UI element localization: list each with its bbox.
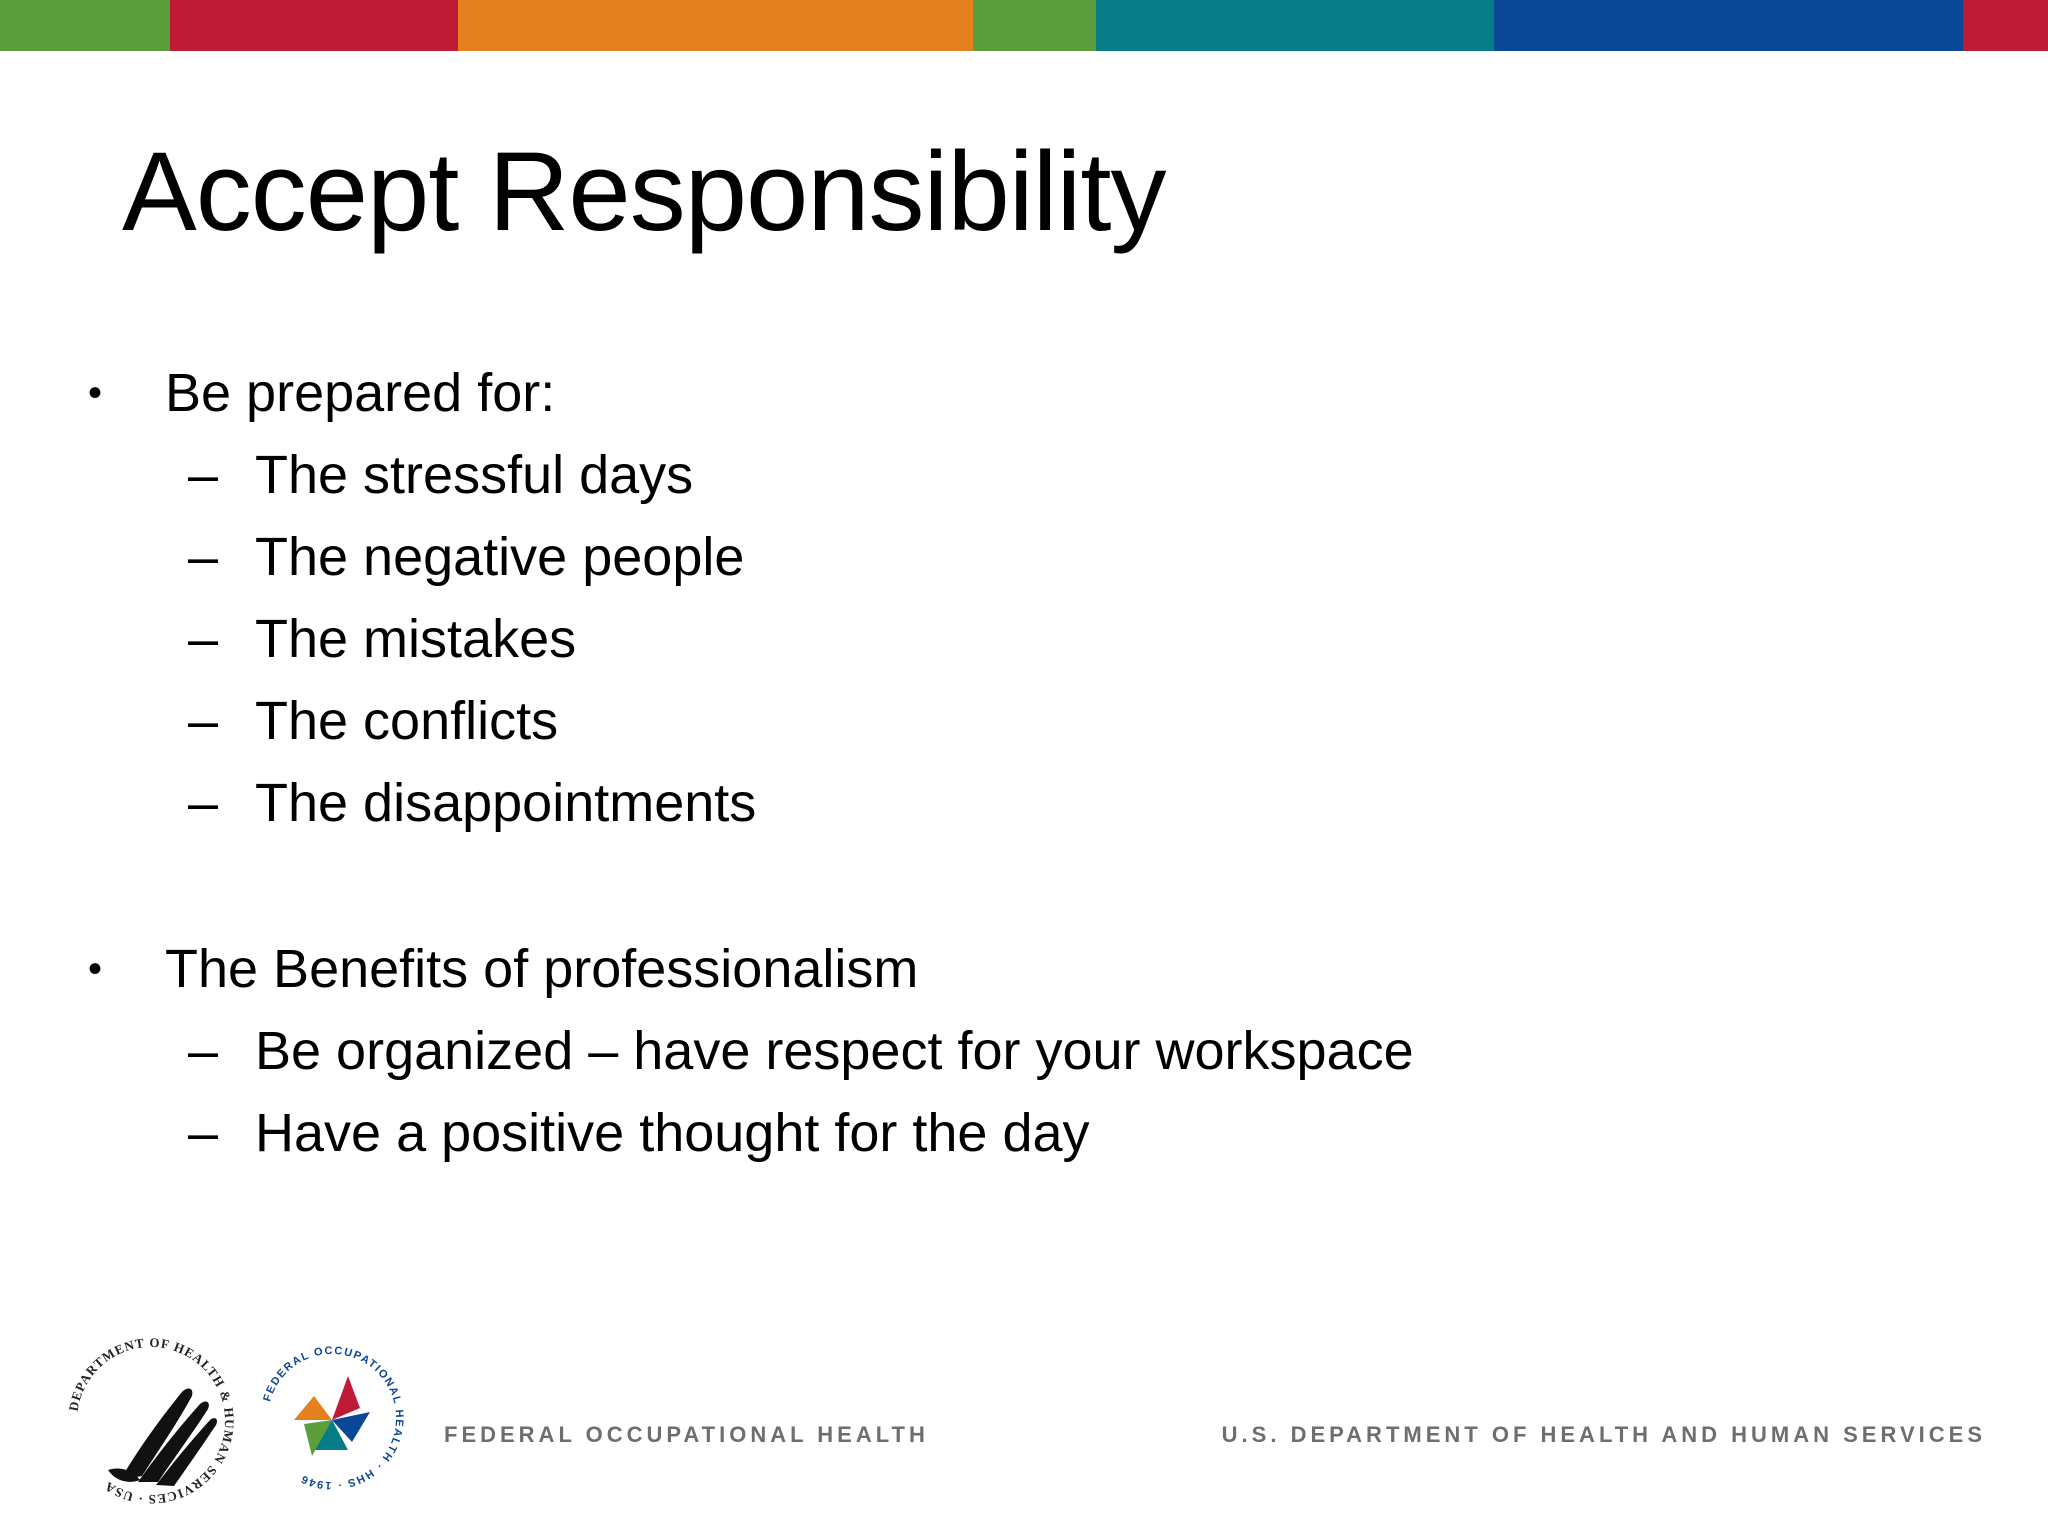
sub-bullet-dash: – — [188, 773, 219, 833]
bullet-item — [88, 928, 918, 1010]
sub-bullet-text: The mistakes — [255, 609, 577, 669]
sub-bullet-dash: – — [188, 527, 219, 587]
bullet-text: Be prepared for: — [165, 363, 556, 423]
sub-bullet-item — [188, 516, 744, 598]
sub-bullet-dash: – — [188, 1021, 219, 1081]
band-segment-orange — [458, 0, 973, 51]
sub-bullet-dash: – — [188, 445, 219, 505]
sub-bullet-item — [188, 680, 558, 762]
top-color-band — [0, 0, 2048, 51]
sub-bullet-text: The negative people — [255, 527, 745, 587]
band-segment-red-2 — [1963, 0, 2048, 51]
bullet-dot: • — [88, 371, 103, 415]
sub-bullet-text: The conflicts — [255, 691, 559, 751]
band-segment-red — [170, 0, 458, 51]
sub-bullet-text: Be organized – have respect for your workspace — [255, 1021, 1414, 1081]
sub-bullet-item — [188, 434, 693, 516]
sub-bullet-dash: – — [188, 1103, 219, 1163]
sub-bullet-item — [188, 762, 756, 844]
band-segment-teal — [1096, 0, 1494, 51]
bullet-item — [88, 352, 555, 434]
foh-seal-text: FEDERAL OCCUPATIONAL HEALTH · HHS · 1946 — [261, 1344, 406, 1492]
band-segment-green-2 — [973, 0, 1096, 51]
sub-bullet-dash: – — [188, 691, 219, 751]
footer-department-name: U.S. DEPARTMENT OF HEALTH AND HUMAN SERVICES — [1221, 1422, 1986, 1447]
band-segment-green — [0, 0, 170, 51]
slide-footer — [0, 1320, 2048, 1536]
hhs-seal-text: DEPARTMENT OF HEALTH & HUMAN SERVICES · USA — [65, 1334, 238, 1508]
sub-bullet-item — [188, 1092, 1090, 1174]
bullet-dot: • — [88, 947, 103, 991]
foh-pinwheel-seal-icon — [252, 1338, 412, 1498]
slide-title: Accept Responsibility — [122, 129, 1166, 254]
band-segment-blue — [1494, 0, 1963, 51]
sub-bullet-text: The disappointments — [255, 773, 757, 833]
footer-agency-name: FEDERAL OCCUPATIONAL HEALTH — [444, 1422, 929, 1447]
sub-bullet-item — [188, 1010, 1414, 1092]
sub-bullet-dash: – — [188, 609, 219, 669]
sub-bullet-text: Have a positive thought for the day — [255, 1103, 1090, 1163]
bullet-text: The Benefits of professionalism — [165, 939, 919, 999]
sub-bullet-text: The stressful days — [255, 445, 694, 505]
sub-bullet-item — [188, 598, 576, 680]
hhs-eagle-seal-icon — [60, 1330, 242, 1512]
